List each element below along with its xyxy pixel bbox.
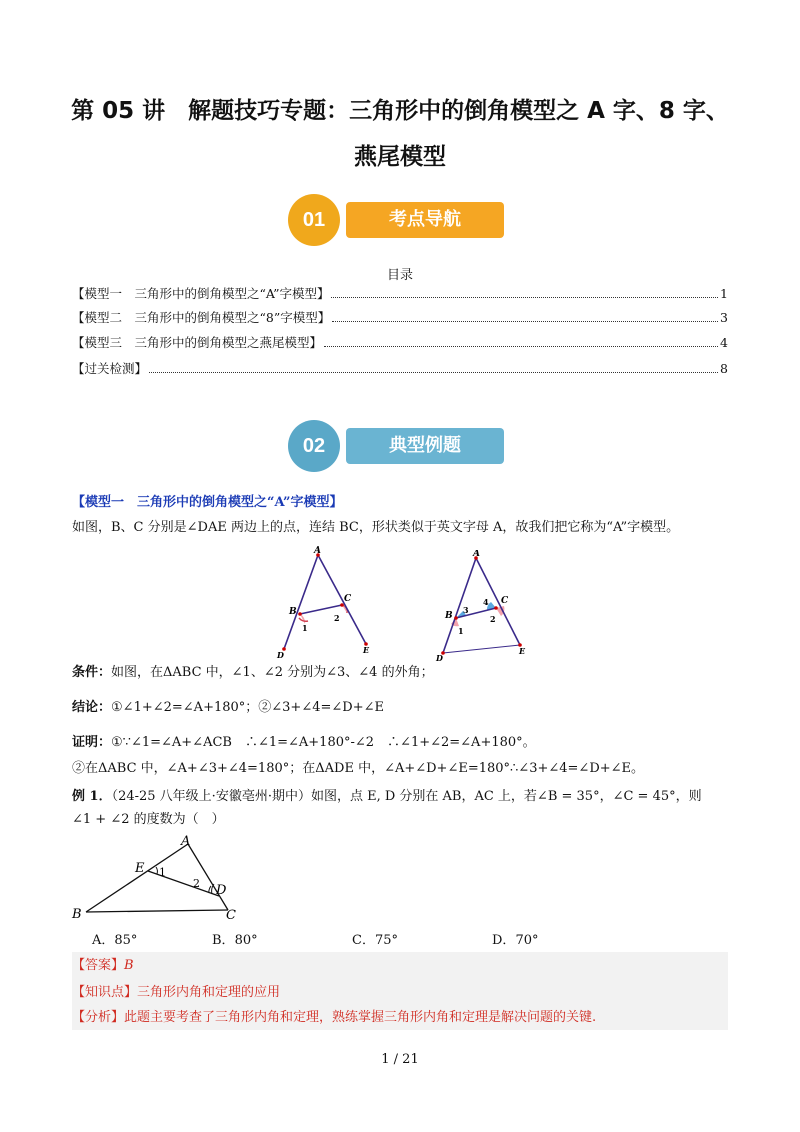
toc-item-1[interactable]	[72, 284, 728, 302]
toc-item-page: 8	[720, 361, 728, 376]
example1-line-1	[72, 787, 728, 807]
example-fig-label-2: 2	[193, 877, 200, 890]
title-line-1: 第 05 讲 解题技巧专题：三角形中的倒角模型之 A 字、8 字、	[71, 98, 729, 124]
fig2-label-c: C	[501, 596, 509, 606]
toc-leader	[324, 346, 718, 347]
toc-item-label: 【模型三 三角形中的倒角模型之燕尾模型】	[72, 335, 323, 350]
fig2-label-3: 3	[463, 605, 469, 615]
toc-item-page: 1	[720, 286, 728, 301]
analysis-line	[72, 1008, 728, 1028]
toc-item-3[interactable]	[72, 333, 728, 351]
choice-value: 80°	[234, 933, 258, 948]
proof-label: 证明：	[72, 735, 112, 750]
toc-item-label: 【过关检测】	[72, 361, 148, 376]
toc-leader	[331, 297, 718, 298]
fig1-label-e: E	[363, 645, 370, 655]
choice-letter: C．	[352, 933, 375, 948]
title-line-2: 燕尾模型	[354, 144, 446, 170]
fig1-label-c: C	[344, 594, 352, 604]
choice-value: 85°	[114, 933, 138, 948]
model1-heading: 【模型一 三角形中的倒角模型之“A”字模型】	[72, 495, 343, 510]
knowledge-line	[72, 983, 728, 1003]
choice-letter: A．	[92, 933, 115, 948]
fig2-label-d: D	[436, 653, 443, 662]
proof-line-1	[72, 733, 728, 753]
choice-value: 70°	[515, 933, 539, 948]
toc-leader	[332, 321, 718, 322]
example-fig-label-d: D	[216, 883, 227, 898]
example-fig-label-b: B	[72, 907, 82, 922]
section-number: 01	[288, 194, 340, 246]
fig1-label-2: 2	[334, 613, 340, 623]
knowledge-label: 【知识点】	[72, 985, 138, 1000]
choice-c[interactable]	[352, 929, 398, 948]
analysis-label: 【分析】	[72, 1010, 125, 1025]
fig2-label-a: A	[473, 550, 480, 559]
example-fig-label-c: C	[226, 908, 236, 923]
fig1-label-b: B	[289, 607, 297, 617]
example-fig-label-e: E	[135, 861, 145, 876]
section-label: 典型例题	[346, 428, 504, 464]
conclusion-label: 结论：	[72, 700, 112, 715]
choice-d[interactable]	[492, 929, 538, 948]
condition-line	[72, 663, 728, 683]
toc-item-label: 【模型一 三角形中的倒角模型之“A”字模型】	[72, 286, 330, 301]
toc-item-page: 4	[720, 335, 728, 350]
example-fig-label-a: A	[181, 834, 191, 849]
condition-text: 如图，在ΔABC 中，∠1、∠2 分别为∠3、∠4 的外角；	[111, 665, 434, 680]
choice-letter: B．	[212, 933, 235, 948]
toc-item-label: 【模型二 三角形中的倒角模型之“8”字模型】	[72, 310, 331, 325]
analysis-text: 此题主要考查了三角形内角和定理，熟练掌握三角形内角和定理是解决问题的关键.	[124, 1010, 597, 1025]
proof-line-2: ②在ΔABC 中，∠A+∠3+∠4=180°；在ΔADE 中，∠A+∠D+∠E=180°∴∠3+∠4=∠D+∠E。	[72, 761, 645, 776]
answer-line	[72, 956, 728, 976]
fig1-label-d: D	[277, 650, 284, 660]
toc-item-4[interactable]	[72, 359, 728, 377]
example-label: 例 1．	[72, 789, 112, 804]
choice-a[interactable]	[92, 929, 137, 948]
example1-text-1: （24-25 八年级上·安徽亳州·期中）如图，点 E, D 分别在 AB，AC 上，若∠B = 35°，∠C = 45°，则	[111, 789, 702, 804]
toc-leader	[149, 372, 718, 373]
fig2-label-1: 1	[458, 626, 464, 636]
section-number: 02	[288, 420, 340, 472]
toc-heading: 目录	[386, 268, 413, 283]
knowledge-text: 三角形内角和定理的应用	[137, 985, 281, 1000]
choice-value: 75°	[374, 933, 398, 948]
answer-value: B	[124, 958, 134, 973]
toc-item-2[interactable]	[72, 308, 728, 326]
example1-figure	[68, 834, 248, 924]
a-model-figure-2	[432, 550, 542, 662]
a-model-figure-1	[270, 545, 390, 660]
example-fig-label-1: 1	[159, 866, 166, 879]
toc-item-page: 3	[720, 310, 728, 325]
conclusion-line	[72, 698, 728, 718]
answer-label: 【答案】	[72, 958, 125, 973]
fig2-label-4: 4	[483, 597, 489, 607]
model1-intro: 如图，B、C 分别是∠DAE 两边上的点，连结 BC，形状类似于英文字母 A，故我们把它称为“A”字模型。	[72, 520, 680, 535]
example1-line-2: ∠1 + ∠2 的度数为（ ）	[72, 812, 225, 827]
document-title	[40, 88, 760, 180]
fig2-label-e: E	[519, 646, 526, 656]
fig2-label-b: B	[445, 611, 453, 621]
page-number: 1 / 21	[381, 1052, 419, 1067]
fig1-label-a: A	[314, 546, 321, 556]
choice-letter: D．	[492, 933, 516, 948]
fig2-label-2: 2	[490, 614, 496, 624]
section-label: 考点导航	[346, 202, 504, 238]
fig1-label-1: 1	[302, 623, 308, 633]
condition-label: 条件：	[72, 665, 112, 680]
conclusion-text: ①∠1+∠2=∠A+180°；②∠3+∠4=∠D+∠E	[111, 700, 384, 715]
choice-b[interactable]	[212, 929, 258, 948]
proof-text-1: ①∵∠1=∠A+∠ACB ∴∠1=∠A+180°-∠2 ∴∠1+∠2=∠A+180°。	[111, 735, 536, 750]
